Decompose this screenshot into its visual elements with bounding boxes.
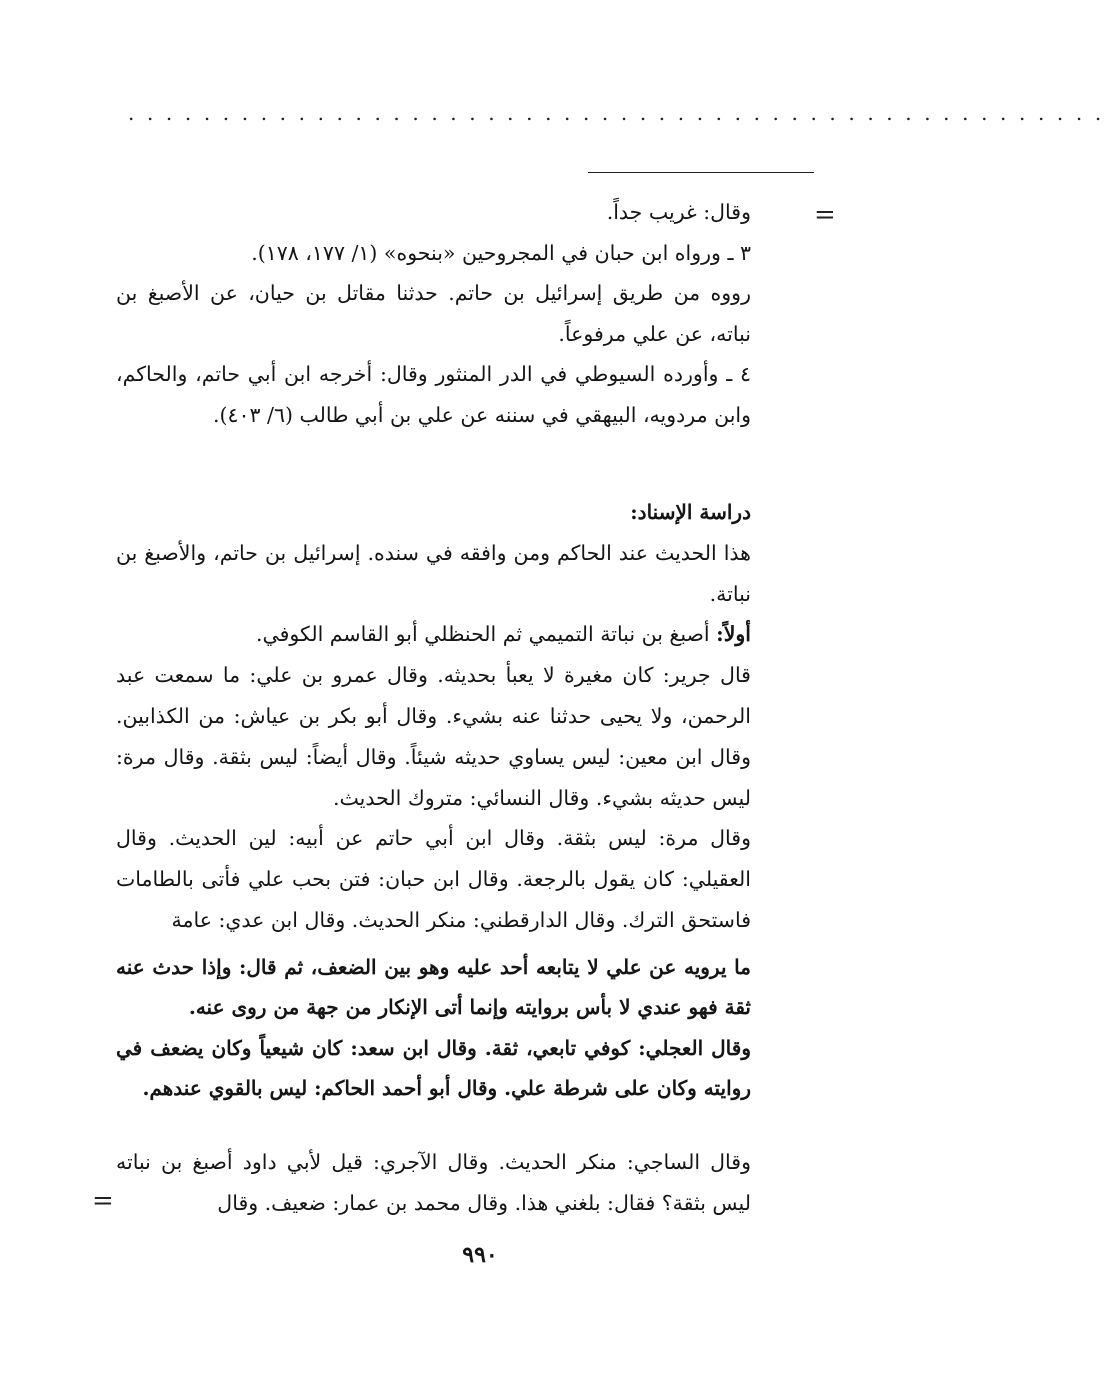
main-text [116, 492, 751, 1109]
first-text: أصبغ بن نباتة التميمي ثم الحنظلي أبو القاسم الكوفي. [256, 622, 717, 647]
first-label: أولاً: [716, 622, 751, 647]
bold-paragraph: ما يرويه عن علي لا يتابعه أحد عليه وهو بين الضعف، ثم قال: وإذا حدث عنه ثقة فهو عندي لا بأس بروايته وإنما أتى الإنكار من جهة من روى عنه. [116, 954, 751, 1020]
dotted-separator: .................................................... [128, 101, 1114, 125]
footnote-tail-text: وقال الساجي: منكر الحديث. وقال الآجري: قيل لأبي داود أصبغ بن نباته ليس بثقة؟ فقال: بلغني هذا. وقال محمد بن عمار: ضعيف. وقال [116, 1150, 751, 1215]
first-narrator-paragraph [116, 614, 751, 655]
footnote-line: وقال: غريب جداً. [606, 200, 751, 224]
footnote-line: ٣ ـ ورواه ابن حبان في المجروحين «بنحوه» (١/ ١٧٧، ١٧٨). [251, 240, 751, 265]
paragraph: وقال مرة: ليس بثقة. وقال ابن أبي حاتم عن أبيه: لين الحديث. وقال العقيلي: كان يقول بالرجعة. وقال ابن حبان: فتن بحب علي فأتى بالطامات فاستحق الترك. وقال الدارقطني: منكر الحديث. وقال ابن عدي: عامة [116, 826, 751, 932]
bold-paragraph: وقال العجلي: كوفي تابعي، ثقة. وقال ابن سعد: كان شيعياً وكان يضعف في روايته وكان على شرطة علي. وقال أبو أحمد الحاكم: ليس بالقوي عندهم. [116, 1035, 751, 1101]
footnote-tail [116, 1142, 751, 1223]
page-number: ٩٩٠ [462, 1242, 498, 1268]
intro-paragraph: هذا الحديث عند الحاكم ومن وافقه في سنده. إسرائيل بن حاتم، والأصبغ بن نباتة. [116, 540, 751, 606]
paragraph: قال جرير: كان مغيرة لا يعبأ بحديثه. وقال عمرو بن علي: ما سمعت عبد الرحمن، ولا يحيى حدثنا عنه بشيء. وقال أبو بكر بن عياش: من الكذابين. وقال ابن معين: ليس يساوي حديثه شيئاً. وقال أيضاً: ليس بثقة. وقال مرة: ليس حديثه بشيء. وقال النسائي: متروك الحديث. [116, 663, 751, 810]
section-heading: دراسة الإسناد: [630, 500, 751, 524]
footnotes-block [116, 192, 751, 435]
footnote-rule [588, 172, 814, 173]
continuation-mark-bottom: = [92, 1186, 114, 1216]
footnote-line: ٤ ـ وأورده السيوطي في الدر المنثور وقال: أخرجه ابن أبي حاتم، والحاكم، وابن مردويه، البيهقي في سننه عن علي بن أبي طالب (٦/ ٤٠٣). [116, 362, 751, 427]
continuation-mark-top: = [814, 200, 836, 230]
footnote-line: رووه من طريق إسرائيل بن حاتم. حدثنا مقاتل بن حيان، عن الأصبغ بن نباته، عن علي مرفوعاً. [116, 281, 751, 346]
